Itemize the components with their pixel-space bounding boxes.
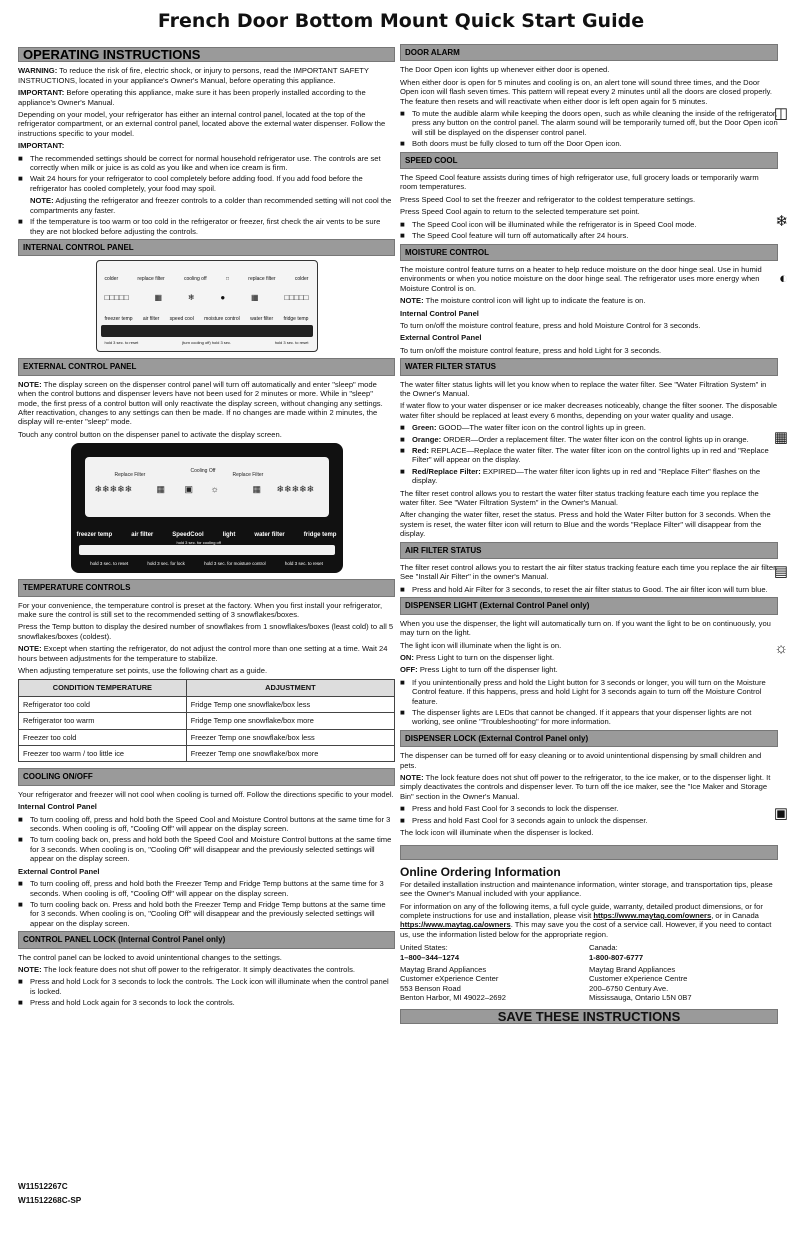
contact-ca bbox=[589, 943, 778, 1002]
speed-cool-button[interactable]: SpeedCool bbox=[172, 532, 204, 539]
lock-header: CONTROL PANEL LOCK (Internal Control Panel only) bbox=[18, 931, 395, 948]
address-line: 200–6750 Century Ave. bbox=[589, 983, 669, 993]
status-label: Orange: bbox=[412, 434, 442, 444]
temp-paragraph-1: For your convenience, the temperature control is preset at the factory. When you first install your refrigerator, make sure the control is still set to the recommended setting of 3 snowflakes/boxes. bbox=[18, 600, 383, 619]
cooling-paragraph: Your refrigerator and freezer will not cool when cooling is turned off. Follow the directions specific to your model. bbox=[18, 789, 394, 799]
depending-paragraph: Depending on your model, your refrigerator has either an internal control panel, located at the top of the refrigerator compartment, or an external control panel, located above the external water dispenser. Follow the instructions specific to your model. bbox=[18, 110, 386, 138]
moisture-control-button[interactable]: moisture control bbox=[204, 316, 240, 323]
light-bulb-icon: ☼ bbox=[774, 640, 788, 657]
phone-number: 1-800-807-6777 bbox=[589, 952, 644, 962]
internal-button-strip bbox=[101, 325, 313, 337]
light-on-line bbox=[400, 653, 778, 662]
online-paragraph-2 bbox=[400, 902, 778, 940]
air-filter-button[interactable]: air filter bbox=[131, 532, 154, 539]
status-label: Green: bbox=[412, 423, 437, 433]
internal-control-panel-image bbox=[96, 260, 318, 352]
note-text: The lock feature does not shut off power to the refrigerator, to the ice maker, or to the dispenser light. It simply deactivates the controls and dispenser lever. To turn off the ice maker, see the "Ice Maker and Storage Bin" section in the Owner's Manual. bbox=[400, 772, 771, 801]
water-filter-header: WATER FILTER STATUS bbox=[400, 358, 778, 375]
maytag-ca-link[interactable]: https://www.maytag.ca/owners bbox=[400, 920, 511, 930]
internal-hold-labels bbox=[105, 338, 309, 347]
note-label: NOTE: bbox=[30, 196, 54, 206]
status-text: GOOD—The water filter icon on the control lights up in green. bbox=[438, 423, 646, 433]
list-item bbox=[400, 446, 778, 465]
water-filter-icon: ▦ bbox=[773, 429, 788, 446]
internal-panel-header: INTERNAL CONTROL PANEL bbox=[18, 239, 395, 256]
snowflake-boxes-icon: □□□□□ bbox=[104, 293, 129, 303]
hold-label: hold 3 sec. to reset bbox=[90, 561, 129, 567]
list-item: ■ The recommended settings should be correct for normal household refrigerator use. The controls are set correctly when milk or juice is as cold as you like and when ice cream is firm. bbox=[18, 154, 395, 173]
hold-label: hold 3 sec. to reset bbox=[274, 339, 309, 345]
save-instructions-banner: SAVE THESE INSTRUCTIONS bbox=[400, 1009, 778, 1024]
region-label: Canada: bbox=[589, 943, 618, 953]
list-item: ■ Press and hold Fast Cool for 3 seconds again to unlock the dispenser. bbox=[400, 816, 778, 825]
external-panel-header: EXTERNAL CONTROL PANEL bbox=[18, 358, 395, 375]
water-paragraph-2: If water flow to your water dispenser or ice maker decreases noticeably, change the filter sooner. The disposable water filter should be replaced at least every 6 months, depending on your water quality and usage. bbox=[400, 401, 778, 420]
note-label: NOTE: bbox=[400, 772, 424, 782]
hold-label: (turn cooling off) hold 3 sec. bbox=[181, 339, 232, 345]
cooling-external-list bbox=[18, 879, 395, 928]
air-filter-button[interactable]: air filter bbox=[142, 316, 160, 323]
dispenser-light-header: DISPENSER LIGHT (External Control Panel only) bbox=[400, 597, 778, 614]
table-cell: Freezer too warm / too little ice bbox=[19, 746, 187, 762]
water-paragraph-1: The water filter status lights will let you know when to replace the water filter. See "Water Filtration System" in the Owner's Manual. bbox=[400, 379, 767, 398]
lock-icon: □ bbox=[225, 276, 229, 283]
lock-note bbox=[18, 965, 395, 974]
warning-paragraph bbox=[18, 66, 395, 85]
cooling-internal-list bbox=[18, 815, 395, 864]
note-text: The display screen on the dispenser control panel will turn off automatically and enter "sleep" mode when the control buttons and dispenser levers have not been used for 2 minutes or more. While in "sleep" mode, the first press of a control button will only reactivate the display screen, without changing any settings. After reactivation, changes to any settings can then be made. If no changes are made within 2 minutes, the display will re-enter "sleep" mode. bbox=[18, 379, 383, 427]
table-cell: Freezer too cold bbox=[19, 729, 187, 745]
water-filter-icon: ▦ bbox=[250, 293, 259, 303]
list-item: ■ To turn cooling off, press and hold both the Freezer Temp and Fridge Temp buttons at the same time for 3 seconds. When cooling is off, "Cooling Off" will appear on the display screen. bbox=[18, 879, 395, 898]
online-text: , or in Canada bbox=[711, 911, 759, 921]
address-line: Mississauga, Ontario L5N 0B7 bbox=[589, 993, 692, 1003]
online-paragraph-1: For detailed installation instruction and maintenance information, winter storage, and transportation tips, please see the Owner's Manual included with your appliance. bbox=[400, 879, 773, 899]
dlock-paragraph: The dispenser can be turned off for easy cleaning or to avoid unintentional dispensing by small children and pets. bbox=[400, 751, 762, 770]
panel-label: colder bbox=[104, 276, 119, 283]
model-number: W11512267C bbox=[18, 1182, 68, 1191]
touch-paragraph: Touch any control button on the dispenser panel to activate the display screen. bbox=[18, 429, 282, 439]
list-item: ■ Wait 24 hours for your refrigerator to cool completely before adding food. If you add food before the refrigerator has cooled completely, your food may spoil. bbox=[18, 174, 395, 193]
moisture-external-text: To turn on/off the moisture control feature, press and hold Light for 3 seconds. bbox=[400, 345, 662, 355]
air-filter-icon: ▤ bbox=[773, 563, 788, 580]
dlock-list bbox=[400, 804, 778, 825]
dispenser-lock-header: DISPENSER LOCK (External Control Panel only) bbox=[400, 730, 778, 747]
temp-paragraph-2: Press the Temp button to display the desired number of snowflakes from 1 snowflakes/boxes (least cold) to all 5 snowflakes/boxes (coldest). bbox=[18, 622, 394, 641]
hold-label: hold 3 sec. for lock bbox=[147, 561, 185, 567]
air-filter-icon: ▦ bbox=[154, 293, 163, 303]
note-text: The moisture control icon will light up to indicate the feature is on. bbox=[425, 296, 646, 306]
speed-cool-header: SPEED COOL bbox=[400, 152, 778, 169]
table-cell: Refrigerator too warm bbox=[19, 713, 187, 729]
external-display bbox=[85, 457, 329, 517]
air-list bbox=[400, 585, 778, 594]
list-item: ■ If the temperature is too warm or too cold in the refrigerator or freezer, first check the air vents to be sure they are not blocked before adjusting the controls. bbox=[18, 217, 395, 236]
speed-paragraph-1: The Speed Cool feature assists during times of high refrigerator use, full grocery loads or temporarily warm room temperatures. bbox=[400, 173, 759, 192]
moisture-paragraph: The moisture control feature turns on a heater to help reduce moisture on the door hinge seal. Use in humid environments or when you notice moisture on the door hinge seal. The refrigerator uses more energy when Moisture Control is on. bbox=[400, 264, 762, 293]
temperature-header: TEMPERATURE CONTROLS bbox=[18, 579, 395, 596]
online-text: . This may save you the cost of a service call. However, if you need to contact us, use the information listed below for the appropriate region. bbox=[400, 920, 772, 939]
lock-paragraph: The control panel can be locked to avoid unintentional changes to the settings. bbox=[18, 952, 282, 962]
list-item: ■ Press and hold Lock again for 3 seconds to lock the controls. bbox=[18, 998, 395, 1007]
important-label: IMPORTANT: bbox=[18, 88, 65, 98]
internal-button-labels bbox=[105, 315, 309, 324]
contact-info bbox=[400, 943, 778, 1002]
light-button[interactable]: light bbox=[222, 532, 236, 539]
list-item: ■ The Speed Cool feature will turn off automatically after 24 hours. bbox=[400, 231, 778, 240]
internal-top-labels bbox=[105, 275, 309, 284]
external-hold-labels bbox=[81, 559, 333, 568]
warning-text: To reduce the risk of fire, electric shock, or injury to persons, read the IMPORTANT SAFETY INSTRUCTIONS, located in your appliance's Owner's Manual, before operating this appliance. bbox=[18, 66, 369, 85]
address-line: Customer eXperience Center bbox=[400, 974, 499, 984]
list-item: ■ If you unintentionally press and hold the Light button for 3 seconds or longer, you will turn on the Moisture Control feature. If this happens, press and hold Light for 3 seconds again to turn off the Moisture Control feature. bbox=[400, 678, 778, 706]
speed-list bbox=[400, 220, 778, 241]
fridge-temp-button[interactable]: fridge temp bbox=[283, 316, 309, 323]
important-text: Before operating this appliance, make sure it has been properly installed according to the appliance's Owner's Manual. bbox=[18, 88, 366, 107]
on-label: ON: bbox=[400, 652, 414, 662]
panel-label: replace filter bbox=[248, 276, 276, 283]
external-control-panel-image bbox=[71, 443, 343, 573]
table-row bbox=[19, 729, 395, 745]
snowflake-icon: ❄❄❄❄❄ bbox=[94, 484, 133, 495]
door-paragraph-2: When either door is open for 5 minutes and cooling is on, an alert tone will sound three times, and the Door Open icon will flash seven times. This pattern will repeat every 2 minutes until all the doors are closed properly. The feature then resets and will reactivate when either door is left open again for 5 minutes. bbox=[400, 77, 772, 106]
important2-label: IMPORTANT: bbox=[18, 141, 65, 151]
address-line: Customer eXperience Centre bbox=[589, 974, 688, 984]
hold-label: hold 3 sec. to reset bbox=[104, 339, 139, 345]
note-label: NOTE: bbox=[18, 964, 42, 974]
model-number: W11512268C-SP bbox=[18, 1196, 82, 1205]
list-item: ■ Both doors must be fully closed to turn off the Door Open icon. bbox=[400, 139, 778, 148]
snowflake-boxes-icon: □□□□□ bbox=[284, 293, 309, 303]
list-item: ■ The dispenser lights are LEDs that cannot be changed. If it appears that your dispenser lights are not working, see online "Troubleshooting" for more information. bbox=[400, 708, 778, 727]
cooling-header: COOLING ON/OFF bbox=[18, 768, 395, 785]
adjustment-table bbox=[18, 679, 395, 762]
speed-paragraph-2: Press Speed Cool to set the freezer and refrigerator to the coldest temperature settings. bbox=[400, 194, 696, 204]
list-item: ■ To turn cooling off, press and hold both the Speed Cool and Moisture Control buttons at the same time for 3 seconds. When cooling is off, "Cooling Off" will appear on the display screen. bbox=[18, 815, 395, 834]
on-text: Press Light to turn on the dispenser light. bbox=[416, 652, 555, 662]
list-item bbox=[400, 467, 778, 486]
list-item: ■ Press and hold Air Filter for 3 seconds, to reset the air filter status to Good. The air filter icon will turn blue. bbox=[400, 585, 778, 594]
door-open-icon: ◫ bbox=[773, 105, 788, 122]
contact-us bbox=[400, 943, 589, 1002]
air-filter-header: AIR FILTER STATUS bbox=[400, 542, 778, 559]
speed-cool-icon: ❄ bbox=[775, 213, 788, 230]
air-paragraph: The filter reset control allows you to restart the air filter status tracking feature each time you replace the air filter. See "Install Air Filter" in the owner's Manual. bbox=[400, 563, 778, 582]
list-item: ■ Press and hold Lock for 3 seconds to lock the controls. The Lock icon will illuminate when the control panel is locked. bbox=[18, 977, 395, 996]
operating-header: OPERATING INSTRUCTIONS bbox=[18, 47, 395, 62]
light-icon: ☼ bbox=[210, 484, 219, 495]
divider-bar bbox=[400, 845, 778, 860]
water-filter-icon: ▦ bbox=[252, 484, 262, 495]
phone-number: 1–800–344–1274 bbox=[400, 952, 460, 962]
address-line: Benton Harbor, MI 49022–2692 bbox=[400, 993, 506, 1003]
hold-label: hold 3 sec. for moisture control bbox=[204, 561, 266, 567]
table-cell: Freezer Temp one snowflake/box more bbox=[186, 746, 394, 762]
light-paragraph-1: When you use the dispenser, the light will automatically turn on. If you want the light to be on continuously, you may turn on the light. bbox=[400, 618, 771, 638]
speed-paragraph-3: Press Speed Cool again to return to the selected temperature set point. bbox=[400, 207, 640, 217]
water-paragraph-4: After changing the water filter, reset the status. Press and hold the Water Filter button for 3 seconds. When the system is reset, the water filter icon will return to Blue and the words "Replace Filter" will disappear from the display. bbox=[400, 510, 771, 539]
region-label: United States: bbox=[400, 943, 448, 953]
maytag-us-link[interactable]: https://www.maytag.com/owners bbox=[593, 911, 712, 921]
table-row bbox=[19, 713, 395, 729]
door-alarm-header: DOOR ALARM bbox=[400, 44, 778, 61]
moisture-control-icon: ◐ bbox=[778, 270, 788, 287]
panel-label: replace filter bbox=[137, 276, 165, 283]
table-header: ADJUSTMENT bbox=[186, 680, 394, 696]
online-ordering-title: Online Ordering Information bbox=[400, 865, 561, 880]
list-item: ■ Press and hold Fast Cool for 3 seconds to lock the dispenser. bbox=[400, 804, 778, 813]
water-paragraph-3: The filter reset control allows you to restart the water filter status tracking feature each time you replace the water filter. See "Water Filtration System" in the Owner's Manual. bbox=[400, 488, 759, 508]
door-list bbox=[400, 109, 778, 149]
lock-icon: ▣ bbox=[184, 484, 194, 495]
note-label: NOTE: bbox=[18, 379, 42, 389]
internal-indicators bbox=[105, 293, 309, 302]
light-off-line bbox=[400, 665, 778, 674]
moisture-internal-text: To turn on/off the moisture control feature, press and hold Moisture Control for 3 seconds. bbox=[400, 320, 701, 330]
door-paragraph-1: The Door Open icon lights up whenever either door is opened. bbox=[400, 65, 610, 75]
display-label: Cooling Off bbox=[190, 468, 216, 475]
freezer-temp-button[interactable]: freezer temp bbox=[104, 316, 133, 323]
moisture-note bbox=[400, 296, 778, 305]
table-row bbox=[19, 746, 395, 762]
panel-label: colder bbox=[294, 276, 309, 283]
address-line: 553 Benson Road bbox=[400, 983, 461, 993]
fridge-temp-button[interactable]: fridge temp bbox=[303, 532, 337, 539]
dlock-paragraph-2: The lock icon will illuminate when the dispenser is locked. bbox=[400, 828, 594, 837]
lock-icon: ▣ bbox=[773, 805, 788, 822]
important-paragraph bbox=[18, 88, 395, 107]
list-item bbox=[400, 423, 778, 432]
warning-label: WARNING: bbox=[18, 66, 58, 76]
right-column bbox=[400, 44, 778, 1024]
moisture-internal-label: Internal Control Panel bbox=[400, 308, 479, 318]
air-filter-icon: ▦ bbox=[156, 484, 166, 495]
off-label: OFF: bbox=[400, 665, 418, 675]
table-cell: Fridge Temp one snowflake/box more bbox=[186, 713, 394, 729]
display-label: Replace Filter bbox=[114, 472, 146, 479]
table-cell: Fridge Temp one snowflake/box less bbox=[186, 696, 394, 712]
temp-note bbox=[18, 644, 395, 663]
note-text: Except when starting the refrigerator, do not adjust the control more than one setting at a time. Wait 24 hours between adjustments for the temperature to stabilize. bbox=[18, 644, 388, 663]
operating-list bbox=[18, 154, 395, 194]
status-label: Red/Replace Filter: bbox=[412, 466, 481, 476]
status-text: REPLACE—Replace the water filter. The water filter icon on the control lights up in red and "Replace Filter" will appear on the display. bbox=[412, 446, 769, 465]
light-list bbox=[400, 678, 778, 727]
note-label: NOTE: bbox=[18, 644, 42, 654]
water-filter-button[interactable]: water filter bbox=[254, 532, 285, 539]
address-line: Maytag Brand Appliances bbox=[589, 965, 676, 975]
table-cell: Freezer Temp one snowflake/box less bbox=[186, 729, 394, 745]
moisture-external-label: External Control Panel bbox=[400, 333, 482, 343]
note-label: NOTE: bbox=[400, 296, 424, 306]
panel-label: cooling off bbox=[183, 276, 207, 283]
page-title: French Door Bottom Mount Quick Start Guide bbox=[157, 10, 645, 32]
moisture-header: MOISTURE CONTROL bbox=[400, 244, 778, 261]
status-text: ORDER—Order a replacement filter. The water filter icon on the control lights up in orange. bbox=[443, 434, 749, 444]
droplet-icon: ● bbox=[220, 293, 226, 303]
note-text: The lock feature does not shut off power to the refrigerator. It simply deactivates the controls. bbox=[43, 964, 355, 974]
operating-list-2 bbox=[18, 217, 395, 236]
note-text: Adjusting the refrigerator and freezer controls to a colder than recommended setting will not cool the compartments any faster. bbox=[30, 196, 392, 215]
snowflake-icon: ❄❄❄❄❄ bbox=[276, 484, 315, 495]
water-status-list bbox=[400, 423, 778, 485]
list-item: ■ To mute the audible alarm while keeping the doors open, such as while cleaning the inside of the refrigerator, press any button on the control panel. The alarm sound will be temporarily turned off, but the Door Open icon will still be displayed on the dispenser control panel. bbox=[400, 109, 778, 137]
left-column bbox=[18, 44, 395, 1011]
list-item: ■ To turn cooling back on, press and hold both the Speed Cool and Moisture Control buttons at the same time for 3 seconds. When cooling is on, "Cooling Off" will disappear and the previously selected settings will appear on the display screen. bbox=[18, 835, 395, 863]
freezer-temp-button[interactable]: freezer temp bbox=[76, 532, 113, 539]
table-cell: Refrigerator too cold bbox=[19, 696, 187, 712]
display-label: Replace Filter bbox=[232, 472, 264, 479]
online-text: For information on any of the following items, a full cycle guide, warranty, detailed product dimensions, or for complete instructions for use and installation, please visit bbox=[400, 901, 763, 921]
off-text: Press Light to turn off the dispenser light. bbox=[419, 665, 558, 675]
operating-note bbox=[18, 196, 395, 215]
dlock-note bbox=[400, 773, 778, 801]
list-item bbox=[400, 435, 778, 444]
snowflake-icon: ❄ bbox=[187, 293, 195, 303]
address-line: Maytag Brand Appliances bbox=[400, 965, 487, 975]
status-label: Red: bbox=[412, 446, 429, 455]
cooling-internal-label: Internal Control Panel bbox=[18, 802, 97, 812]
speed-cool-button[interactable]: speed cool bbox=[169, 316, 194, 323]
lock-list bbox=[18, 977, 395, 1007]
list-item: ■ The Speed Cool icon will be illuminated while the refrigerator is in Speed Cool mode. bbox=[400, 220, 778, 229]
water-filter-button[interactable]: water filter bbox=[250, 316, 274, 323]
temp-paragraph-3: When adjusting temperature set points, use the following chart as a guide. bbox=[18, 666, 268, 675]
external-note bbox=[18, 380, 395, 427]
list-item: ■ To turn cooling back on. Press and hold both the Freezer Temp and Fridge Temp buttons at the same time for 3 seconds. When cooling is on, "Cooling Off" will disappear and the previously selected settings will appear on the display screen. bbox=[18, 900, 395, 928]
table-row bbox=[19, 696, 395, 712]
cooling-external-label: External Control Panel bbox=[18, 866, 100, 876]
table-header-row bbox=[19, 680, 395, 696]
table-header: CONDITION TEMPERATURE bbox=[19, 680, 187, 696]
light-paragraph-2: The light icon will illuminate when the light is on. bbox=[400, 640, 562, 650]
hold-label: hold 3 sec. to reset bbox=[284, 561, 323, 567]
status-text: EXPIRED—The water filter icon lights up in red and "Replace Filter" flashes on the display. bbox=[412, 466, 761, 486]
cooling-hold-label: hold 3 sec. for cooling off bbox=[176, 540, 221, 546]
